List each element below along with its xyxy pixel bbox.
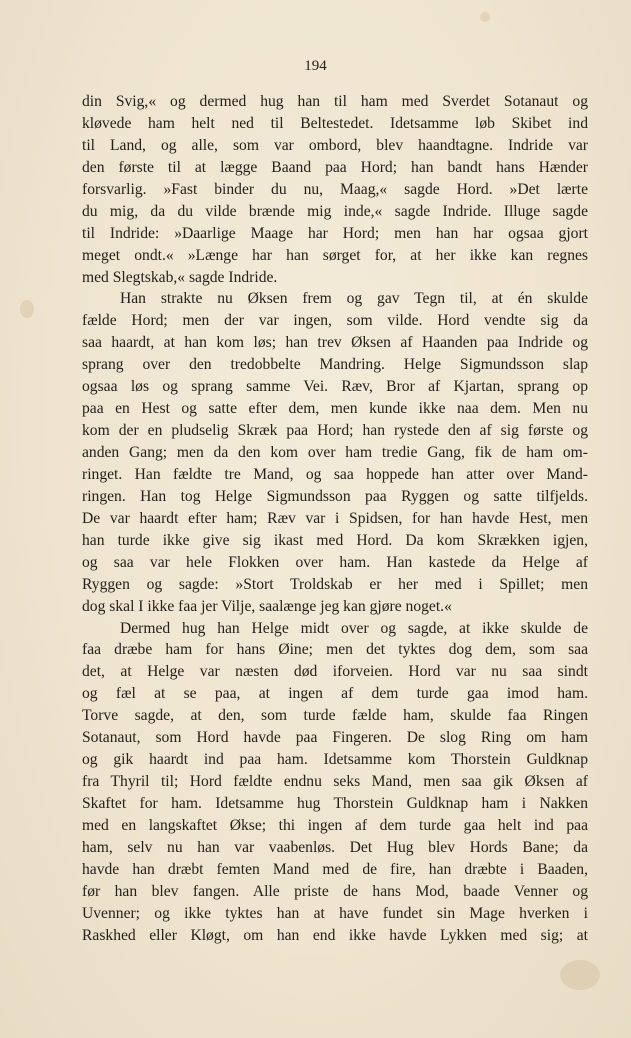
text-line: ham, selv nu han var vaabenløs. Det Hug blev Hords Bane; da	[82, 838, 588, 856]
text-line: meget ondt.« »Længe har han sørget for, at her ikke kan regnes	[82, 246, 588, 264]
text-line: havde han dræbt femten Mand med de fire, han dræbte i Baaden,	[82, 860, 588, 878]
text-line: og saa var hele Flokken over ham. Han kastede da Helge af	[82, 553, 588, 571]
text-line: han turde ikke give sig ikast med Hord. Da kom Skrækken igjen,	[82, 531, 588, 549]
paper-stain	[20, 300, 34, 318]
text-line: du mig, da du vilde brænde mig inde,« sagde Indride. Illuge sagde	[82, 202, 588, 220]
text-line: kom der en pludselig Skræk paa Hord; han rystede den af sig første og	[82, 422, 588, 440]
text-line: til Land, og alle, som var ombord, blev haandtagne. Indride var	[82, 136, 588, 154]
text-line: forsvarlig. »Fast binder du nu, Maag,« sagde Hord. »Det lærte	[82, 180, 588, 198]
paper-stain	[480, 12, 490, 22]
text-line: dog skal I ikke faa jer Vilje, saalænge jeg kan gjøre noget.«	[82, 597, 452, 615]
body-text	[82, 91, 588, 947]
text-line: med Slegtskab,« sagde Indride.	[82, 268, 278, 286]
text-line: og gik haardt ind paa ham. Idetsamme kom Thorstein Guldknap	[82, 751, 588, 769]
text-line: Torve sagde, at den, som turde fælde ham, skulde faa Ringen	[82, 707, 588, 725]
text-line: med en langskaftet Økse; thi ingen af dem turde gaa helt ind paa	[82, 816, 588, 834]
text-line: Uvenner; og ikke tyktes han at have fundet sin Mage hverken i	[82, 904, 588, 922]
text-line: Dermed hug han Helge midt over og sagde, at ikke skulde de	[120, 619, 588, 637]
text-line: anden Gang; men da den kom over ham tredie Gang, fik de ham om-	[82, 444, 588, 461]
text-line: Raskhed eller Kløgt, om han end ikke havde Lykken med sig; at	[82, 926, 588, 944]
text-line: til Indride: »Daarlige Maage har Hord; men han har ogsaa gjort	[82, 224, 588, 242]
text-line: Ryggen og sagde: »Stort Troldskab er her med i Spillet; men	[82, 575, 588, 593]
text-line: Skaftet for ham. Idetsamme hug Thorstein Guldknap ham i Nakken	[82, 795, 588, 812]
text-line: før han blev fangen. Alle priste de hans Mod, baade Venner og	[82, 882, 588, 900]
text-line: din Svig,« og dermed hug han til ham med Sverdet Sotanaut og	[82, 93, 588, 110]
text-line: ringen. Han tog Helge Sigmundsson paa Ryggen og satte tilfjelds.	[82, 487, 588, 505]
paper-stain	[560, 960, 600, 990]
text-line: den første til at lægge Baand paa Hord; han bandt hans Hænder	[82, 158, 588, 176]
text-line: ringet. Han fældte tre Mand, og saa hoppede han atter over Mand-	[82, 465, 588, 483]
text-line: Sotanaut, som Hord havde paa Fingeren. De slog Ring om ham	[82, 729, 588, 747]
text-line: faa dræbe ham for hans Øine; men det tyktes dog dem, som saa	[82, 641, 588, 659]
text-line: paa en Hest og satte efter dem, men kunde ikke naa dem. Men nu	[82, 400, 588, 418]
text-line: fra Thyril til; Hord fældte endnu seks Mand, men saa gik Øksen af	[82, 773, 588, 791]
text-line: fælde Hord; men der var ingen, som vilde. Hord vendte sig da	[82, 312, 588, 330]
text-line: og fæl at se paa, at ingen af dem turde gaa imod ham.	[82, 685, 588, 703]
text-line: ogsaa løs og sprang samme Vei. Ræv, Bror af Kjartan, sprang op	[82, 378, 588, 396]
text-line: saa haardt, at han kom løs; han trev Øksen af Haanden paa Indride og	[82, 334, 588, 352]
text-line: De var haardt efter ham; Ræv var i Spidsen, for han havde Hest, men	[82, 509, 588, 527]
text-line: Han strakte nu Øksen frem og gav Tegn til, at én skulde	[120, 290, 588, 308]
text-line: kløvede ham helt ned til Beltestedet. Idetsamme løb Skibet ind	[82, 114, 588, 132]
page-number: 194	[304, 58, 327, 74]
text-line: det, at Helge var næsten død iforveien. Hord var nu saa sindt	[82, 663, 588, 681]
text-line: sprang over den tredobbelte Mandring. Helge Sigmundsson slap	[82, 356, 588, 374]
